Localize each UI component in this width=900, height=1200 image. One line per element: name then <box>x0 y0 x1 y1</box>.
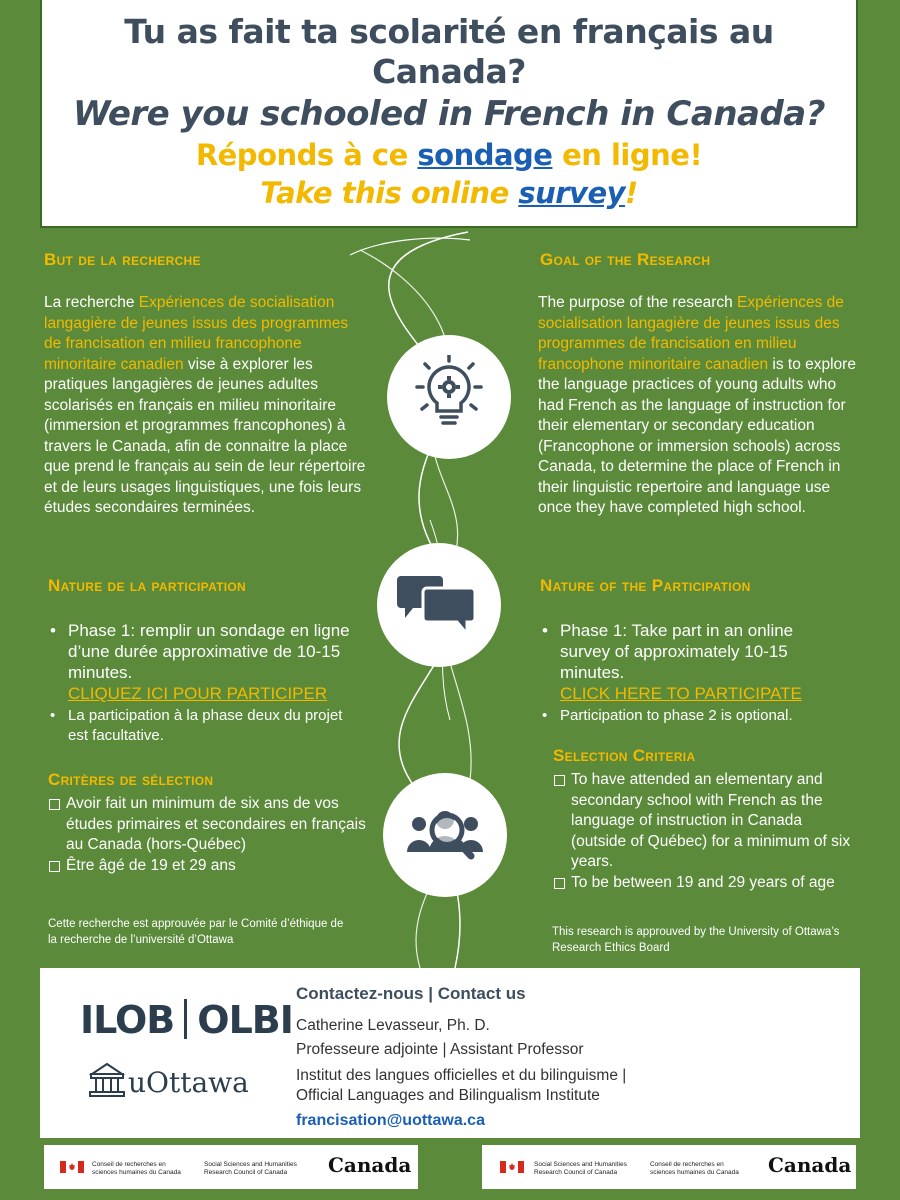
institute-en: Official Languages and Bilingualism Institute <box>296 1087 600 1104</box>
parliament-icon <box>88 1060 126 1100</box>
list-item <box>538 620 828 704</box>
funder-text-fr: Conseil de recherches en sciences humaines du Canada <box>650 1161 739 1176</box>
funder-bar-left <box>44 1145 418 1189</box>
chat-circle <box>377 543 501 667</box>
participate-link-en[interactable]: CLICK HERE TO PARTICIPATE <box>560 684 802 703</box>
survey-link-english[interactable]: survey <box>518 176 626 210</box>
cta-french <box>42 136 856 174</box>
ethics-note-fr: Cette recherche est approuvée par le Comité d’éthique de la recherche de l’université d’Ottawa <box>48 918 344 946</box>
list-item <box>46 620 356 704</box>
lightbulb-gear-icon <box>407 355 491 439</box>
criteria-item-en: To be between 19 and 29 years of age <box>571 873 835 891</box>
criteria-item-fr: Être âgé de 19 et 29 ans <box>66 856 236 874</box>
olbi-wordmark: OLBI <box>197 998 293 1042</box>
participation-title-en: Nature of the Participation <box>540 576 751 595</box>
list-item <box>553 873 853 894</box>
ilob-wordmark: ILOB <box>80 998 175 1042</box>
people-search-icon <box>403 800 487 870</box>
contact-name: Catherine Levasseur, Ph. D. <box>296 1017 490 1034</box>
list-item <box>538 706 828 726</box>
goal-title-en: Goal of the Research <box>540 250 711 269</box>
phase2-text-fr: La participation à la phase deux du projet est facultative. <box>68 707 343 744</box>
participation-title-fr: Nature de la participation <box>48 576 247 595</box>
criteria-item-fr: Avoir fait un minimum de six ans de vos études primaires et secondaires en français au Canada (hors-Québec) <box>66 795 366 853</box>
goal-post-en: is to explore the language practices of young adults who had French as the language of instruction for their elementary or secondary education (Francophone or immersion schools) across Canada, to determine the place of French in their linguistic repertoire and language use once they have completed high school. <box>538 355 856 516</box>
idea-circle <box>387 335 511 459</box>
cta-french-pre: Réponds à ce <box>195 138 418 172</box>
cta-english <box>42 174 856 212</box>
people-circle <box>383 773 507 897</box>
criteria-title-fr: Critères de sélection <box>48 770 214 789</box>
title-french: Tu as fait ta scolarité en français au Canada? <box>124 12 774 91</box>
logo-divider <box>184 999 187 1039</box>
phase1-text-en: Phase 1: Take part in an online survey of approximately 10-15 minutes. <box>560 621 794 682</box>
participate-link-fr[interactable]: CLIQUEZ ICI POUR PARTICIPER <box>68 684 328 703</box>
funder-bar-right <box>482 1145 856 1189</box>
olbi-logo <box>80 998 293 1042</box>
cta-french-post: en ligne! <box>552 138 703 172</box>
canada-flag-icon <box>60 1161 84 1173</box>
contact-email-link[interactable]: francisation@uottawa.ca <box>296 1112 485 1129</box>
list-item <box>553 770 853 873</box>
criteria-item-en: To have attended an elementary and secondary school with French as the language of instruction in Canada (outside of Québec) for a minimum of six years. <box>571 771 851 870</box>
criteria-list-en <box>553 770 853 893</box>
goal-text-en <box>538 293 858 519</box>
contact-role: Professeure adjointe | Assistant Professor <box>296 1041 584 1058</box>
criteria-title-en: Selection Criteria <box>553 746 696 765</box>
cta-english-post: ! <box>625 176 638 210</box>
goal-pre-fr: La recherche <box>44 294 139 311</box>
cta-english-pre: Take this online <box>260 176 519 210</box>
list-item <box>48 856 368 877</box>
list-item <box>46 706 356 746</box>
goal-pre-en: The purpose of the research <box>538 294 738 311</box>
header-banner <box>40 0 858 228</box>
funder-text-fr: Conseil de recherches en sciences humaines du Canada <box>92 1161 181 1176</box>
uottawa-logo: uOttawa <box>128 1066 249 1099</box>
goal-post-fr: vise à explorer les pratiques langagières de jeunes adultes scolarisés en français en milieu minoritaire (immersion et programmes francophones) à travers le Canada, afin de connaitre la place que prend le français au sein de leur répertoire et de leurs usages linguistiques, une fois leurs études secondaires terminées. <box>44 355 366 516</box>
contact-title: Contactez-nous | Contact us <box>296 984 526 1003</box>
ethics-note-en: This research is approuved by the University of Ottawa’s Research Ethics Board <box>552 926 840 954</box>
funder-text-en: Social Sciences and Humanities Research Council of Canada <box>204 1161 297 1176</box>
institute-fr: Institut des langues officielles et du bilinguisme | <box>296 1067 627 1084</box>
canada-wordmark: Canada <box>768 1153 852 1177</box>
participation-list-fr <box>46 620 356 746</box>
goal-title-fr: But de la recherche <box>44 250 201 269</box>
list-item <box>48 794 368 856</box>
canada-wordmark: Canada <box>328 1153 412 1177</box>
criteria-list-fr <box>48 794 368 876</box>
project-title-en: Expériences de socialisation langagière de jeunes issus des programmes de francisation en milieu francophone minoritaire canadien <box>538 294 844 373</box>
chat-bubbles-icon <box>397 570 481 640</box>
phase2-text-en: Participation to phase 2 is optional. <box>560 707 793 724</box>
survey-link-french[interactable]: sondage <box>417 138 553 172</box>
participation-list-en <box>538 620 828 726</box>
project-title-fr: Expériences de socialisation langagière de jeunes issus des programmes de francisation en milieu francophone minoritaire canadien <box>44 294 349 373</box>
goal-text-fr <box>44 293 369 519</box>
contact-panel <box>40 968 860 1138</box>
phase1-text-fr: Phase 1: remplir un sondage en ligne d’une durée approximative de 10-15 minutes. <box>68 621 350 682</box>
canada-flag-icon <box>500 1161 524 1173</box>
funder-text-en: Social Sciences and Humanities Research Council of Canada <box>534 1161 627 1176</box>
title-english: Were you schooled in French in Canada? <box>73 94 825 134</box>
